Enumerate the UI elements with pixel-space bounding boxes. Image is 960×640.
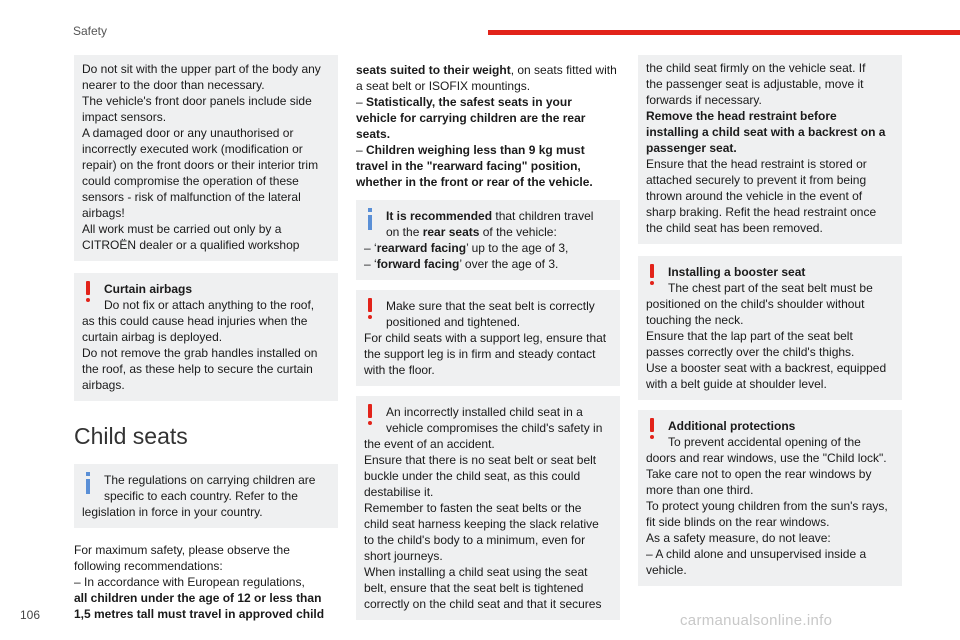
text-line	[364, 208, 612, 224]
warning-exclamation-icon	[650, 264, 656, 286]
text-line: installing a child seat with a backrest on a	[646, 125, 886, 139]
text-line: repair) on the front doors or their interior trim	[82, 158, 319, 172]
text-line: more than one third.	[646, 483, 754, 497]
text-line: a seat belt or ISOFIX mountings.	[356, 79, 531, 93]
text-line	[356, 94, 620, 110]
bold-text: rear seats	[422, 225, 480, 239]
text-line	[364, 224, 612, 240]
text-line: Use a booster seat with a backrest, equipped	[646, 361, 887, 375]
text-line: To protect young children from the sun's rays,	[646, 499, 888, 513]
warning-title: Additional protections	[668, 419, 796, 433]
text-line: short journeys.	[364, 549, 443, 563]
text-line: all children under the age of 12 or less than	[74, 591, 322, 605]
text-line: positioned and tightened.	[386, 315, 521, 329]
text-line: fit side blinds on the rear windows.	[646, 515, 830, 529]
text-line: attached securely to prevent it from being	[646, 173, 867, 187]
recommendations-intro	[74, 542, 338, 622]
text-line: passes correctly over the child's thighs.	[646, 345, 855, 359]
text-line: A damaged door or any unauthorised or	[82, 126, 294, 140]
text-line: When installing a child seat using the seat	[364, 565, 588, 579]
text-line: the event of an accident.	[364, 437, 495, 451]
text: on the	[386, 225, 423, 239]
text-line: specific to each country. Refer to the	[104, 489, 298, 503]
text-line: whether in the front or rear of the vehicle.	[356, 175, 593, 189]
column-3	[638, 55, 902, 594]
text-line: curtain airbag is deployed.	[82, 330, 223, 344]
text-line: correctly on the child seat and that it secures	[364, 597, 602, 611]
bold-text: seats suited to their weight	[356, 63, 511, 77]
section-heading: Child seats	[74, 423, 188, 449]
text-line: child seat harness keeping the slack relative	[364, 517, 599, 531]
text-line: Remember to fasten the seat belts or the	[364, 501, 582, 515]
incorrect-installation-warning	[356, 396, 620, 620]
warning-exclamation-icon	[650, 418, 656, 440]
text-line	[364, 240, 612, 256]
text: – ‘	[364, 257, 377, 271]
text-line	[364, 256, 612, 272]
column-1	[74, 55, 338, 622]
bold-text: rearward facing	[376, 241, 467, 255]
text-line: impact sensors.	[82, 110, 167, 124]
text-line: the passenger seat is adjustable, move it	[646, 77, 864, 91]
info-icon	[368, 208, 374, 230]
text: ’ over the age of 3.	[459, 257, 559, 271]
warning-exclamation-icon	[368, 298, 374, 320]
rear-seats-info	[356, 200, 620, 280]
text-line: The regulations on carrying children are	[104, 473, 316, 487]
warning-title: Curtain airbags	[104, 282, 193, 296]
text-line: the child seat has been removed.	[646, 221, 823, 235]
warning-exclamation-icon	[368, 404, 374, 426]
text-line: Ensure that the head restraint is stored or	[646, 157, 867, 171]
text-line: destabilise it.	[364, 485, 434, 499]
warning-exclamation-icon	[86, 281, 92, 303]
text-line: As a safety measure, do not leave:	[646, 531, 831, 545]
bold-text: Statistically, the safest seats in your	[366, 95, 572, 109]
text-line: Remove the head restraint before	[646, 109, 837, 123]
text-line: airbags.	[82, 378, 125, 392]
text-line	[356, 142, 620, 158]
text-line: doors and rear windows, use the "Child lock".	[646, 451, 887, 465]
text-line: as this could cause head injuries when the	[82, 314, 308, 328]
text-line: All work must be carried out only by a	[82, 222, 282, 236]
text: , on seats fitted with	[510, 63, 617, 77]
text-line: vehicle for carrying children are the rear	[356, 111, 586, 125]
text-line: the child seat firmly on the vehicle seat. If	[646, 61, 866, 75]
recommendations-continued	[356, 62, 620, 190]
text-line: vehicle.	[646, 563, 687, 577]
text-line: Ensure that the lap part of the seat belt	[646, 329, 853, 343]
text-line: positioned on the child's shoulder without	[646, 297, 865, 311]
text-line: legislation in force in your country.	[82, 505, 263, 519]
text-line: – In accordance with European regulations,	[74, 575, 305, 589]
text: that children travel	[492, 209, 594, 223]
text-line: with the floor.	[364, 363, 435, 377]
text-line: The chest part of the seat belt must be	[668, 281, 873, 295]
text-line: Make sure that the seat belt is correctly	[386, 299, 595, 313]
text-line: incorrectly executed work (modification or	[82, 142, 303, 156]
text-line: the support leg is in firm and steady contact	[364, 347, 596, 361]
text-line: For child seats with a support leg, ensure that	[364, 331, 607, 345]
seat-belt-warning	[356, 290, 620, 386]
info-icon	[86, 472, 92, 494]
column-2	[356, 62, 620, 628]
text-line: sensors - risk of malfunction of the lateral	[82, 190, 301, 204]
booster-seat-warning	[638, 256, 902, 400]
text-line: The vehicle's front door panels include side	[82, 94, 312, 108]
text-line: vehicle compromises the child's safety in	[386, 421, 603, 435]
text-line: For maximum safety, please observe the	[74, 543, 290, 557]
text-line: buckle under the child seat, as this could	[364, 469, 581, 483]
text-line: nearer to the door than necessary.	[82, 78, 265, 92]
text: of the vehicle:	[479, 225, 557, 239]
header-accent-bar	[488, 30, 960, 35]
text-line: airbags!	[82, 206, 125, 220]
head-restraint-note	[638, 55, 902, 244]
text-line: with a belt guide at shoulder level.	[646, 377, 827, 391]
page-number: 106	[20, 608, 41, 622]
text-line: seats.	[356, 127, 391, 141]
text-line: 1,5 metres tall must travel in approved child	[74, 607, 325, 621]
text-line: to the child's body to a minimum, even for	[364, 533, 586, 547]
text-line: To prevent accidental opening of the	[668, 435, 861, 449]
dash: –	[356, 95, 367, 109]
text-line: could compromise the operation of these	[82, 174, 299, 188]
text-line: Do not fix or attach anything to the roof,	[104, 298, 315, 312]
text-line: belt, ensure that the seat belt is tightened	[364, 581, 584, 595]
header-title: Safety	[73, 24, 108, 38]
text-line: forwards if necessary.	[646, 93, 762, 107]
text-line: An incorrectly installed child seat in a	[386, 405, 583, 419]
dash: –	[356, 143, 367, 157]
bold-text: It is recommended	[386, 209, 493, 223]
text-line: Ensure that there is no seat belt or seat belt	[364, 453, 597, 467]
text: – ‘	[364, 241, 377, 255]
text-line: the roof, as these help to secure the curtain	[82, 362, 313, 376]
text-line: touching the neck.	[646, 313, 744, 327]
warning-title: Installing a booster seat	[668, 265, 806, 279]
bold-text: Children weighing less than 9 kg must	[366, 143, 585, 157]
additional-protections-warning	[638, 410, 902, 586]
regulations-info	[74, 464, 338, 528]
text-line: CITROËN dealer or a qualified workshop	[82, 238, 300, 252]
text-line: thrown around the vehicle in the event of	[646, 189, 863, 203]
text-line: travel in the "rearward facing" position,	[356, 159, 581, 173]
text-line: passenger seat.	[646, 141, 737, 155]
door-sensor-note	[74, 55, 338, 261]
text-line: Take care not to open the rear windows by	[646, 467, 872, 481]
text: ’ up to the age of 3,	[466, 241, 569, 255]
watermark: carmanualsonline.info	[680, 612, 833, 629]
bold-text: forward facing	[376, 257, 460, 271]
text-line: following recommendations:	[74, 559, 223, 573]
text-line: – A child alone and unsupervised inside a	[646, 547, 867, 561]
curtain-airbags-warning	[74, 273, 338, 401]
text-line	[356, 62, 620, 78]
text-line: Do not remove the grab handles installed on	[82, 346, 318, 360]
text-line: Do not sit with the upper part of the body any	[82, 62, 321, 76]
text-line: sharp braking. Refit the head restraint once	[646, 205, 877, 219]
